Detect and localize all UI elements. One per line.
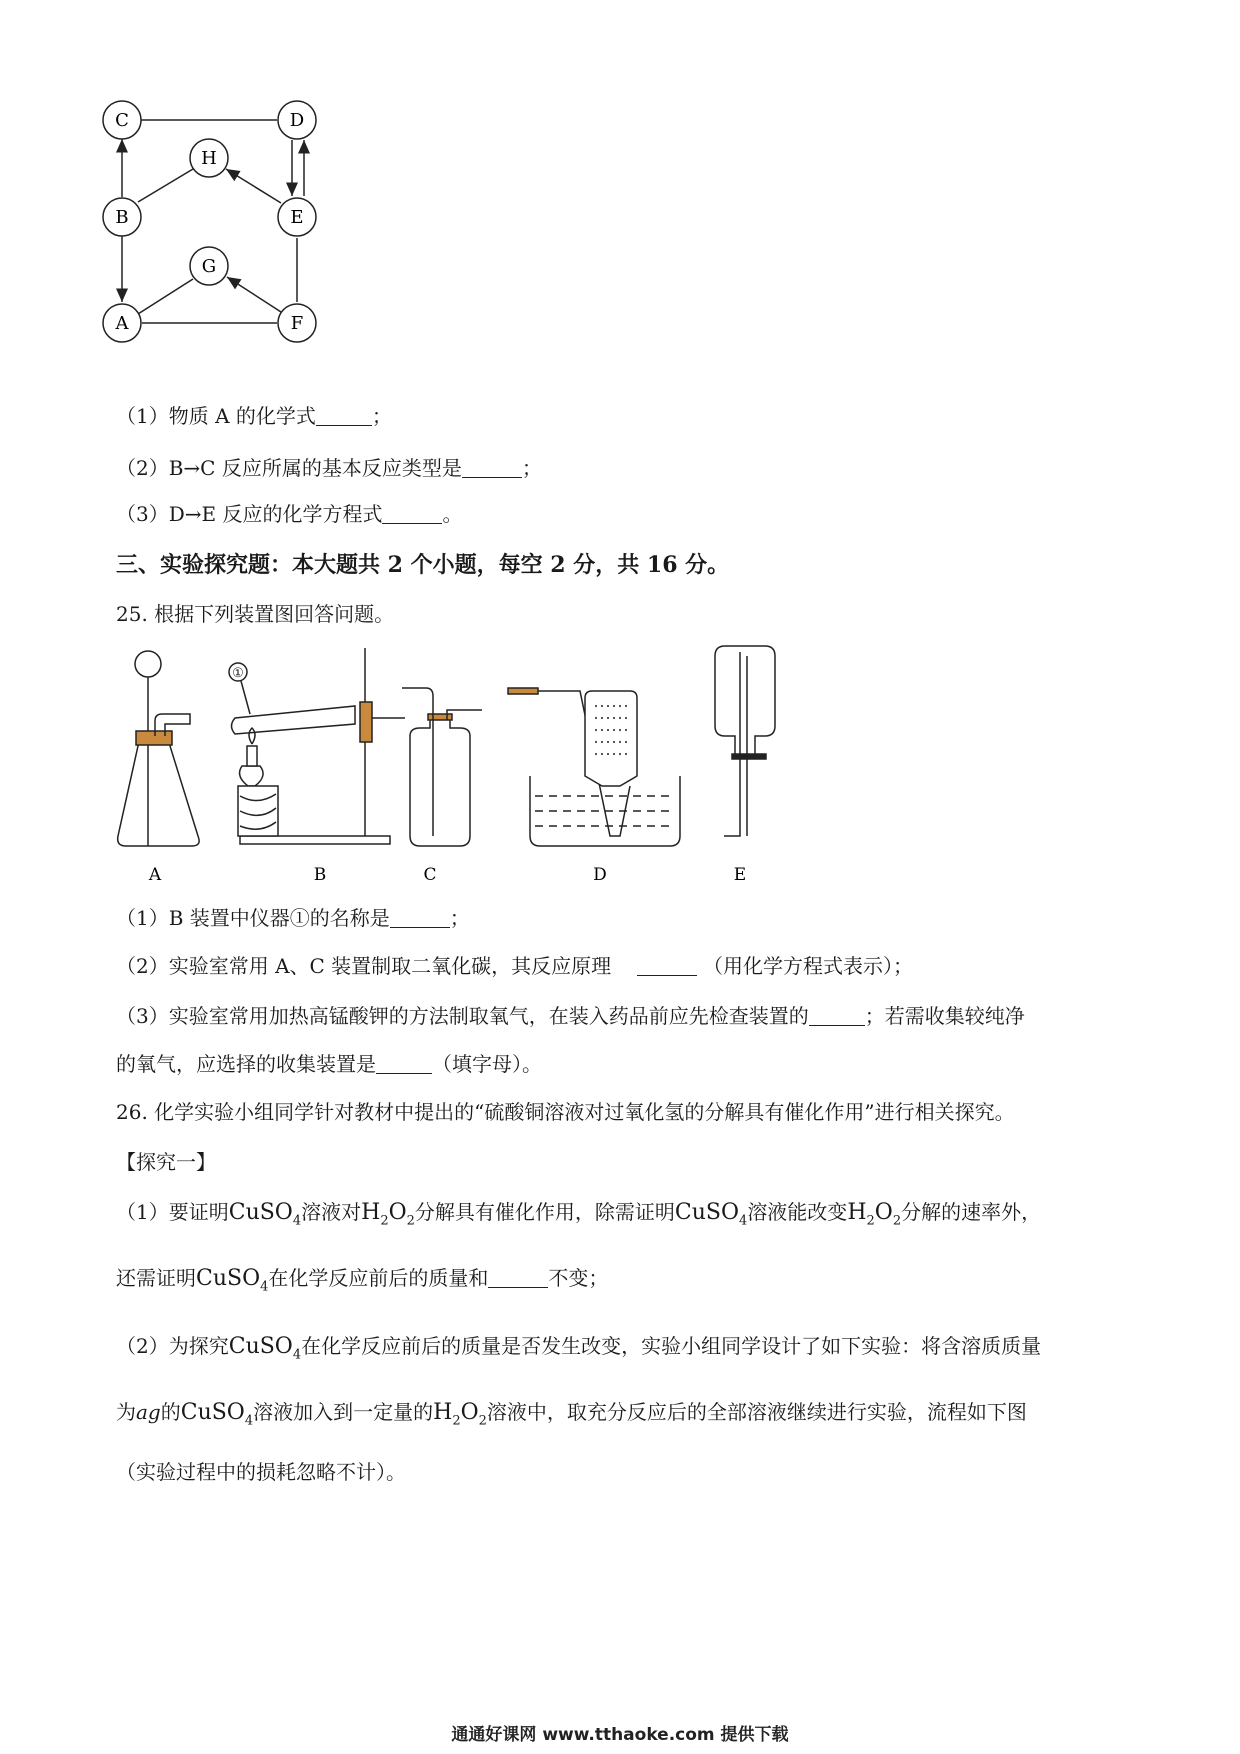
q26-part2b: [116, 1396, 1027, 1428]
substance-relationship-diagram: [100, 90, 360, 390]
edge-b-h: [138, 169, 193, 202]
punct: ；: [371, 404, 392, 428]
q26-part1a: [116, 1196, 1041, 1228]
answer-blank[interactable]: [637, 957, 697, 976]
node-a-label: A: [115, 313, 129, 334]
q24-part2: [116, 452, 542, 481]
node-g: [190, 247, 228, 285]
q24-part3-text: （3）D→E 反应的化学方程式: [116, 502, 383, 526]
formula-h2o2: $H_2O_2$: [847, 1200, 902, 1229]
apparatus-label-b: B: [313, 865, 327, 885]
q24-part1: [116, 400, 392, 429]
apparatus-e-inverted-bottle: [715, 646, 775, 836]
formula-cuso4: CuSO$_4$: [674, 1200, 748, 1229]
q25-part2: [116, 950, 913, 979]
node-b: [103, 198, 141, 236]
q25-part1-text: （1）B 装置中仪器①的名称是: [116, 906, 390, 930]
q25-part3b-end: （填字母）。: [432, 1052, 542, 1076]
answer-blank[interactable]: [376, 1055, 432, 1074]
apparatus-label-d: D: [593, 865, 607, 885]
node-b-label: B: [115, 207, 129, 228]
node-d-label: D: [289, 110, 305, 131]
q25-part3b: [116, 1048, 542, 1077]
apparatus-label-a: A: [148, 865, 162, 885]
punct: ；: [449, 906, 470, 930]
q26-part2a: [116, 1330, 1041, 1362]
edge-a-g: [138, 279, 193, 314]
apparatus-marker-1: ①: [232, 666, 244, 681]
formula-cuso4: CuSO$_4$: [180, 1400, 254, 1429]
apparatus-label-c: C: [423, 865, 437, 885]
formula-h2o2: $H_2O_2$: [361, 1200, 415, 1229]
answer-blank[interactable]: [382, 505, 442, 524]
text: 为: [116, 1400, 136, 1424]
punct: 。: [442, 502, 463, 526]
formula-cuso4: CuSO$_4$: [228, 1200, 302, 1229]
apparatus-a-conical-flask: [118, 651, 199, 846]
text: 的: [160, 1400, 181, 1424]
punct: ；: [521, 456, 542, 480]
q25-part3a-end: ；若需收集较纯净: [864, 1004, 1025, 1028]
section-heading: 三、实验探究题：本大题共 2 个小题，每空 2 分，共 16 分。: [116, 552, 730, 578]
q24-part1-text: （1）物质 A 的化学式: [116, 404, 316, 428]
text: 分解的速率外，: [901, 1200, 1042, 1224]
answer-blank[interactable]: [390, 909, 450, 928]
formula-h2o2: $H_2O_2$: [433, 1400, 487, 1429]
q25-part3a: [116, 1000, 1025, 1029]
text: 在化学反应前后的质量和: [268, 1266, 489, 1290]
apparatus-c-gas-bottle: [402, 688, 482, 846]
answer-blank[interactable]: [809, 1007, 865, 1026]
q26-section-label: 【探究一】: [116, 1150, 216, 1174]
q25-part3a-text: （3）实验室常用加热高锰酸钾的方法制取氧气，在装入药品前应先检查装置的: [116, 1004, 809, 1028]
apparatus-d-water-trough: [508, 688, 680, 846]
q25-part1: [116, 902, 470, 931]
text: 溶液加入到一定量的: [253, 1400, 434, 1424]
text: （1）要证明: [116, 1200, 229, 1224]
q26-part2c: （实验过程中的损耗忽略不计）。: [116, 1460, 406, 1484]
text: 溶液能改变: [747, 1200, 848, 1224]
node-e-label: E: [290, 207, 304, 228]
node-h-label: H: [201, 148, 217, 169]
text: 不变；: [548, 1266, 609, 1290]
q24-part3: [116, 498, 462, 527]
node-d: [278, 101, 316, 139]
answer-blank[interactable]: [316, 407, 372, 426]
answer-blank[interactable]: [488, 1269, 548, 1288]
text: 溶液对: [301, 1200, 362, 1224]
apparatus-b-heating-setup: [229, 648, 405, 844]
formula-cuso4: CuSO$_4$: [196, 1266, 269, 1295]
variable-ag: ag: [136, 1400, 161, 1424]
node-e: [278, 198, 316, 236]
formula-cuso4: CuSO$_4$: [228, 1334, 302, 1363]
node-g-label: G: [201, 256, 217, 277]
q26-part1b: [116, 1262, 608, 1294]
edge-e-to-h: [226, 169, 281, 203]
node-c: [103, 101, 141, 139]
node-f-label: F: [290, 313, 304, 334]
text: （2）为探究: [116, 1334, 229, 1358]
answer-blank[interactable]: [462, 459, 522, 478]
text: 还需证明: [116, 1266, 196, 1290]
node-f: [278, 304, 316, 342]
text: 在化学反应前后的质量是否发生改变，实验小组同学设计了如下实验：将含溶质质量: [301, 1334, 1042, 1358]
q25-part2-end: （用化学方程式表示）；: [702, 954, 913, 978]
q25-part2-text: （2）实验室常用 A、C 装置制取二氧化碳，其反应原理: [116, 954, 612, 978]
node-h: [190, 139, 228, 177]
edge-f-to-g: [227, 277, 281, 312]
text: 分解具有催化作用，除需证明: [414, 1200, 675, 1224]
text: 溶液中，取充分反应后的全部溶液继续进行实验，流程如下图: [486, 1400, 1027, 1424]
page-footer: 通通好课网 www.tthaoke.com 提供下载: [451, 1725, 789, 1745]
lab-apparatus-figure: [110, 636, 890, 886]
q25-part3b-text: 的氧气，应选择的收集装置是: [116, 1052, 376, 1076]
apparatus-label-e: E: [733, 865, 747, 885]
q26-stem: 26. 化学实验小组同学针对教材中提出的“硫酸铜溶液对过氧化氢的分解具有催化作用”进行相关探究。: [116, 1100, 1015, 1124]
q24-part2-text: （2）B→C 反应所属的基本反应类型是: [116, 456, 462, 480]
node-a: [103, 304, 141, 342]
q25-stem: 25. 根据下列装置图回答问题。: [116, 602, 395, 626]
node-c-label: C: [115, 110, 129, 131]
